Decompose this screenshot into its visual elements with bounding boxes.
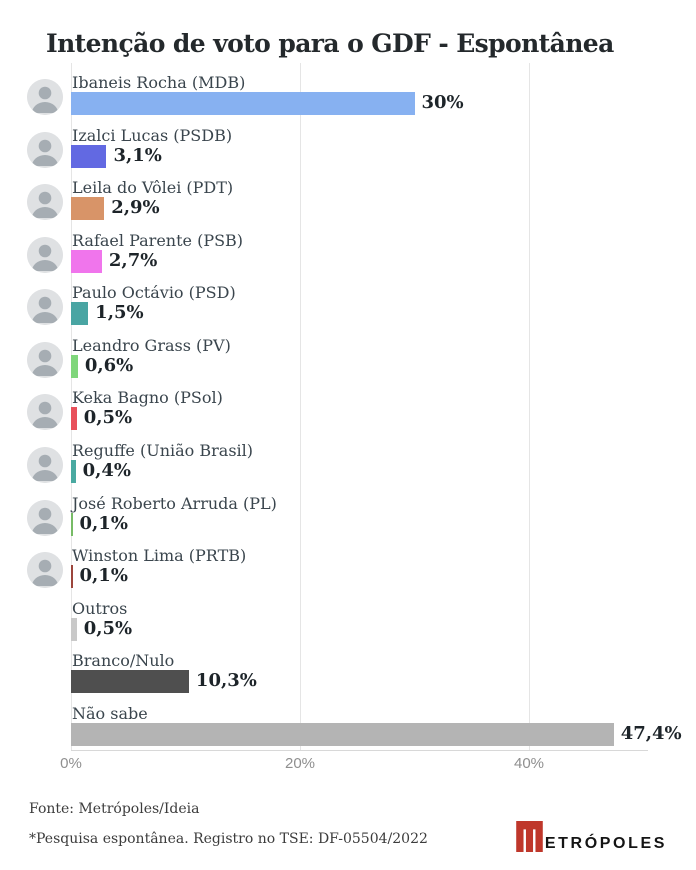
value-label: 0,6%: [84, 355, 134, 376]
candidate-avatar: [27, 184, 63, 220]
x-tick-label: 40%: [513, 755, 545, 772]
bar-row: [0, 652, 696, 705]
x-tick-label: 20%: [284, 755, 316, 772]
value-bar: [71, 197, 104, 220]
candidate-avatar: [27, 132, 63, 168]
metropoles-logo: [516, 821, 667, 852]
source-caption: Fonte: Metrópoles/Ideia: [29, 801, 200, 817]
bar-row: [0, 74, 696, 127]
value-bar: [71, 145, 106, 168]
bar-row: [0, 337, 696, 390]
value-label: 0,1%: [79, 565, 128, 586]
candidate-label: Paulo Octávio (PSD): [72, 283, 236, 302]
candidate-avatar: [27, 500, 63, 536]
value-bar: [71, 565, 73, 588]
logo-wordmark: ETRÓPOLES: [544, 835, 667, 852]
bar-row: [0, 389, 696, 442]
candidate-label: José Roberto Arruda (PL): [72, 494, 277, 513]
value-label: 1,5%: [95, 302, 144, 323]
value-bar: [71, 407, 77, 430]
candidate-label: Rafael Parente (PSB): [72, 231, 244, 250]
candidate-label: Não sabe: [72, 704, 148, 723]
value-label: 47,4%: [620, 723, 682, 744]
bar-row: [0, 705, 696, 758]
value-label: 0,4%: [82, 460, 131, 481]
candidate-label: Leandro Grass (PV): [72, 336, 231, 355]
value-bar: [71, 513, 73, 536]
page-title: Intenção de voto para o GDF - Espontânea: [46, 28, 614, 58]
bar-row: [0, 232, 696, 285]
value-bar: [71, 460, 76, 483]
value-bar: [71, 302, 88, 325]
value-bar: [71, 618, 77, 641]
bar-row: [0, 442, 696, 495]
candidate-label: Izalci Lucas (PSDB): [72, 126, 233, 145]
value-label: 0,1%: [79, 513, 128, 534]
candidate-label: Branco/Nulo: [72, 651, 175, 670]
value-bar: [71, 250, 102, 273]
candidate-avatar: [27, 79, 63, 115]
candidate-label: Winston Lima (PRTB): [72, 546, 247, 565]
bar-row: [0, 495, 696, 548]
value-label: 0,5%: [83, 618, 133, 639]
candidate-label: Outros: [72, 599, 128, 618]
bar-row: [0, 127, 696, 180]
value-label: 2,9%: [111, 197, 160, 218]
candidate-avatar: [27, 447, 63, 483]
value-label: 30%: [421, 92, 464, 113]
candidate-avatar: [27, 342, 63, 378]
bar-row: [0, 284, 696, 337]
value-label: 10,3%: [195, 670, 257, 691]
candidate-avatar: [27, 394, 63, 430]
value-label: 3,1%: [113, 145, 162, 166]
value-bar: [71, 355, 78, 378]
value-label: 2,7%: [108, 250, 158, 271]
bar-row: [0, 179, 696, 232]
bar-row: [0, 600, 696, 653]
candidate-label: Leila do Vôlei (PDT): [72, 178, 234, 197]
candidate-label: Keka Bagno (PSol): [72, 388, 223, 407]
value-label: 0,5%: [83, 407, 133, 428]
registry-note: *Pesquisa espontânea. Registro no TSE: DF-05504/2022: [29, 831, 428, 847]
bar-row: [0, 547, 696, 600]
candidate-avatar: [27, 237, 63, 273]
candidate-label: Reguffe (União Brasil): [72, 441, 254, 460]
candidate-label: Ibaneis Rocha (MDB): [72, 73, 246, 92]
metropoles-m-icon: [516, 821, 543, 852]
candidate-avatar: [27, 552, 63, 588]
candidate-avatar: [27, 289, 63, 325]
value-bar: [71, 92, 415, 115]
x-tick-label: 0%: [60, 755, 82, 772]
value-bar: [71, 723, 614, 746]
value-bar: [71, 670, 189, 693]
